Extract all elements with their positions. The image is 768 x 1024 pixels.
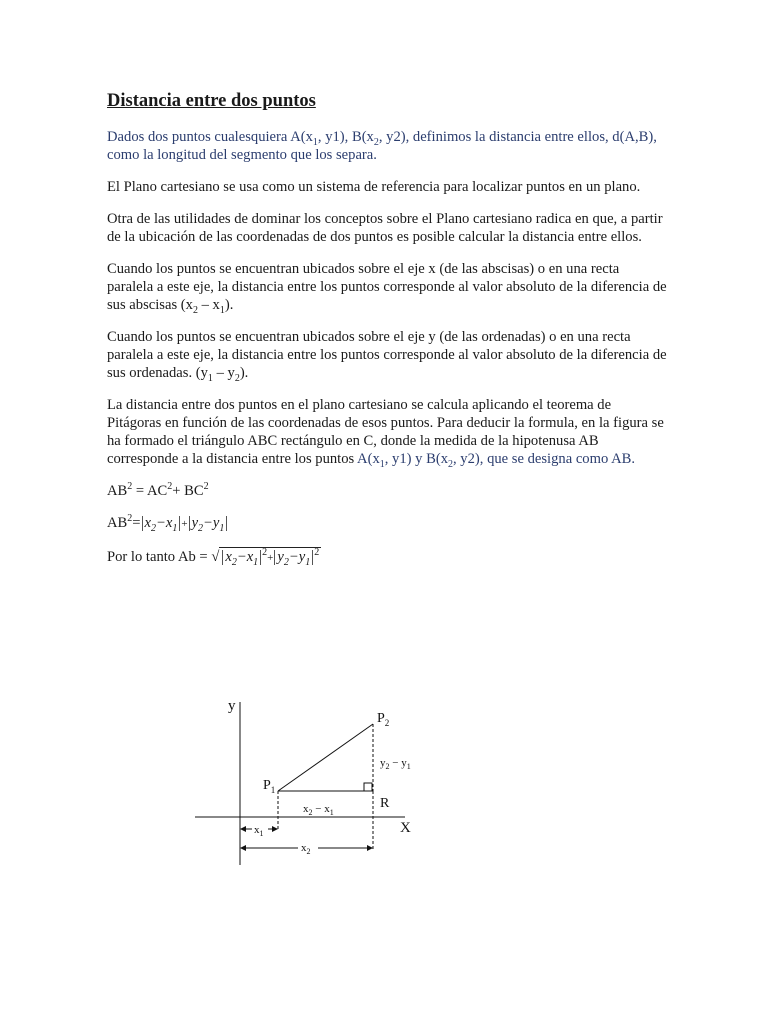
f2-ab: AB <box>107 515 128 531</box>
p5-points <box>357 451 480 470</box>
p5-text-5: , que se designa como AB. <box>479 451 636 467</box>
sqrt-symbol: √ <box>211 549 220 565</box>
f3-y2: y <box>277 549 284 565</box>
paragraph-eje-x <box>107 260 667 314</box>
p3-text-3: ). <box>224 297 234 313</box>
x1-arrow-left <box>240 826 246 832</box>
f1-ab: AB <box>107 483 128 499</box>
f1-bc: + BC <box>172 483 204 499</box>
f2-x1: x <box>165 515 173 531</box>
x2-arrow-right <box>367 845 373 851</box>
f2-x1-sub: 1 <box>172 522 178 534</box>
f3-y1: y <box>298 549 306 565</box>
paragraph-eje-y <box>107 328 667 382</box>
x-axis-label: X <box>400 820 411 836</box>
distance-diagram <box>190 690 430 870</box>
x1-arrow-right <box>272 826 278 832</box>
f2-y2: y <box>191 515 199 531</box>
f3-y2-sub: 2 <box>283 556 289 568</box>
intro-text-3: , y2), definimos la distancia entre ellos, d(A,B), como la longitud del segmento que los separa. <box>107 129 657 163</box>
formula-ab-squared <box>107 514 667 533</box>
p4-sub-2: 2 <box>234 372 240 384</box>
f2-y1-sub: 1 <box>219 522 225 534</box>
p2-label: $P_2$ <box>377 711 390 728</box>
f3-abs-y <box>274 549 313 568</box>
p5-sub-1: 1 <box>379 458 385 470</box>
f1-ac: = AC <box>132 483 168 499</box>
f3-label: Por lo tanto Ab = <box>107 549 208 565</box>
f2-minus-2: − <box>203 515 213 531</box>
f2-abs-y <box>189 515 228 534</box>
intro-text-2: , y1), B(x <box>317 129 374 145</box>
x2-dimension-label: $x_2$ <box>301 842 311 856</box>
f2-exp: 2 <box>127 513 133 525</box>
p1-label: $P_1$ <box>263 778 276 795</box>
x1-dimension-label: $x_1$ <box>254 824 264 838</box>
p5-text-1: La distancia entre dos puntos en el plano cartesiano se calcula aplicando el teorema de Pitágoras en función de las coordenadas de esos puntos. Para deducir la formula, en la figura se ha formado el triángulo ABC rectángulo en C, donde la medida de la hipotenusa AB corresponde a la distancia entre los puntos <box>107 397 664 467</box>
p5-sub-2: 2 <box>448 458 453 470</box>
f3-x1: x <box>246 549 254 565</box>
f3-x2: x <box>225 549 232 565</box>
f2-plus: + <box>181 518 188 530</box>
f2-y2-sub: 2 <box>198 522 204 534</box>
f1-exp-2: 2 <box>167 481 173 493</box>
p3-text-2: – x <box>197 297 220 313</box>
intro-sub-1: 1 <box>312 136 318 148</box>
f2-y1: y <box>212 515 220 531</box>
hypotenuse-line <box>278 724 373 791</box>
f3-minus-1: − <box>236 549 247 565</box>
dy-label: $y_2 - y_1$ <box>380 757 411 771</box>
paragraph-plano: El Plano cartesiano se usa como un sistema de referencia para localizar puntos en un plano. <box>107 179 641 195</box>
diagram-svg <box>190 690 430 870</box>
right-angle-mark <box>364 783 372 791</box>
formula-pythagoras <box>107 482 667 500</box>
intro-paragraph <box>107 128 667 164</box>
x2-arrow-left <box>240 845 246 851</box>
intro-text-1: Dados dos puntos cualesquiera A(x <box>107 129 313 145</box>
sqrt-body <box>219 547 321 567</box>
formula-distance <box>107 547 667 567</box>
f1-exp-1: 2 <box>127 481 133 493</box>
y-axis-label: y <box>228 698 236 714</box>
p3-sub-2: 1 <box>219 304 225 316</box>
p4-text-2: – y <box>212 365 235 381</box>
p5-text-4: , y2) <box>453 451 480 467</box>
p4-text-1: Cuando los puntos se encuentran ubicados sobre el eje y (de las ordenadas) o en una recta paralela a este eje, la distancia entre los puntos corresponde al valor absoluto de la diferencia de sus ordenadas. (y <box>107 329 667 381</box>
p3-sub-1: 2 <box>192 304 198 316</box>
f2-equals: = <box>132 515 141 531</box>
f2-abs-x <box>142 515 181 534</box>
f2-minus-1: − <box>156 515 166 531</box>
f3-minus-2: − <box>288 549 299 565</box>
intro-sub-2: 2 <box>373 136 379 148</box>
dx-label: $x_2 - x_1$ <box>303 803 334 817</box>
p5-text-2: A(x <box>357 451 380 467</box>
paragraph-utilidades: Otra de las utilidades de dominar los conceptos sobre el Plano cartesiano radica en que, a partir de la ubicación de las coordenadas de dos puntos es posible calcular la distancia entre ellos. <box>107 211 663 245</box>
f2-x2: x <box>144 515 151 531</box>
f3-x2-sub: 2 <box>231 556 237 568</box>
f1-exp-3: 2 <box>203 481 209 493</box>
p5-text-3: , y1) y B(x <box>384 451 448 467</box>
f3-x1-sub: 1 <box>253 556 259 568</box>
page-title: Distancia entre dos puntos <box>107 91 316 111</box>
f3-abs-x <box>222 549 261 568</box>
r-label: R <box>380 796 390 811</box>
f3-y1-sub: 1 <box>305 556 311 568</box>
p3-text-1: Cuando los puntos se encuentran ubicados sobre el eje x (de las abscisas) o en una recta paralela a este eje, la distancia entre los puntos corresponde al valor absoluto de la diferencia de sus abscisas (x <box>107 261 667 313</box>
p4-text-3: ). <box>239 365 249 381</box>
paragraph-pitagoras <box>107 396 667 468</box>
f3-exp-1: 2 <box>262 547 268 559</box>
f3-exp-2: 2 <box>314 547 320 559</box>
document-page <box>107 92 667 581</box>
p4-sub-1: 1 <box>207 372 213 384</box>
f3-plus: + <box>267 552 274 564</box>
f2-x2-sub: 2 <box>151 522 156 534</box>
